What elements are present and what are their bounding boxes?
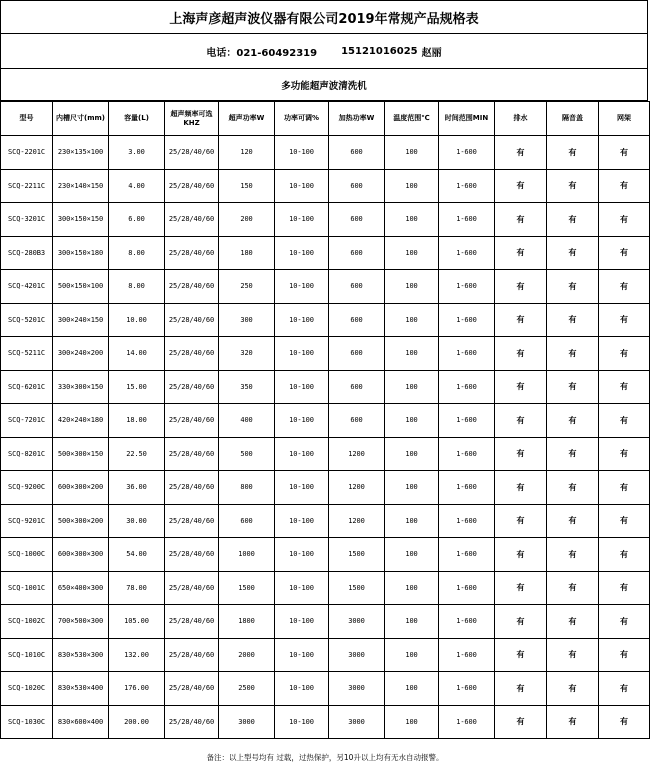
contact-line (0, 34, 648, 69)
cell-model: SCQ-9201C (1, 504, 53, 538)
cell-model: SCQ-1030C (1, 705, 53, 739)
cell-time-range: 1-600 (439, 504, 495, 538)
cell-drain: 有 (495, 571, 547, 605)
cell-sound-cover: 有 (547, 136, 599, 170)
cell-basket: 有 (599, 404, 650, 438)
cell-model: SCQ-9200C (1, 471, 53, 505)
cell-sound-cover: 有 (547, 705, 599, 739)
cell-time-range: 1-600 (439, 538, 495, 572)
cell-frequency: 25/28/40/60 (165, 404, 219, 438)
cell-power-adjust: 10-100 (275, 571, 329, 605)
cell-temperature-range: 100 (385, 136, 439, 170)
cell-time-range: 1-600 (439, 705, 495, 739)
cell-frequency: 25/28/40/60 (165, 504, 219, 538)
cell-frequency: 25/28/40/60 (165, 203, 219, 237)
cell-sound-cover: 有 (547, 605, 599, 639)
cell-temperature-range: 100 (385, 638, 439, 672)
cell-drain: 有 (495, 270, 547, 304)
cell-temperature-range: 100 (385, 605, 439, 639)
cell-tank-size: 300×150×150 (53, 203, 109, 237)
cell-heating-power: 600 (329, 303, 385, 337)
cell-model: SCQ-4201C (1, 270, 53, 304)
cell-drain: 有 (495, 638, 547, 672)
cell-basket: 有 (599, 236, 650, 270)
cell-heating-power: 3000 (329, 705, 385, 739)
cell-capacity: 36.00 (109, 471, 165, 505)
cell-frequency: 25/28/40/60 (165, 471, 219, 505)
cell-power-adjust: 10-100 (275, 638, 329, 672)
cell-time-range: 1-600 (439, 605, 495, 639)
cell-frequency: 25/28/40/60 (165, 538, 219, 572)
cell-capacity: 132.00 (109, 638, 165, 672)
table-row (1, 538, 650, 572)
cell-frequency: 25/28/40/60 (165, 303, 219, 337)
cell-ultrasonic-power: 150 (219, 169, 275, 203)
cell-drain: 有 (495, 672, 547, 706)
cell-sound-cover: 有 (547, 404, 599, 438)
cell-capacity: 176.00 (109, 672, 165, 706)
table-row (1, 136, 650, 170)
cell-heating-power: 1200 (329, 504, 385, 538)
document-title: 上海声彦超声波仪器有限公司2019年常规产品规格表 (0, 0, 648, 34)
phone-number: 021-60492319 (236, 47, 318, 59)
cell-heating-power: 1200 (329, 471, 385, 505)
cell-model: SCQ-2201C (1, 136, 53, 170)
cell-ultrasonic-power: 3000 (219, 705, 275, 739)
cell-temperature-range: 100 (385, 370, 439, 404)
table-row (1, 471, 650, 505)
cell-time-range: 1-600 (439, 203, 495, 237)
column-header-temperature-range: 温度范围℃ (385, 102, 439, 136)
cell-sound-cover: 有 (547, 672, 599, 706)
cell-frequency: 25/28/40/60 (165, 672, 219, 706)
cell-time-range: 1-600 (439, 672, 495, 706)
table-row (1, 404, 650, 438)
cell-model: SCQ-7201C (1, 404, 53, 438)
cell-temperature-range: 100 (385, 471, 439, 505)
cell-capacity: 105.00 (109, 605, 165, 639)
cell-ultrasonic-power: 120 (219, 136, 275, 170)
header-row (1, 102, 650, 136)
cell-ultrasonic-power: 250 (219, 270, 275, 304)
cell-ultrasonic-power: 180 (219, 236, 275, 270)
cell-frequency: 25/28/40/60 (165, 337, 219, 371)
cell-capacity: 3.00 (109, 136, 165, 170)
cell-frequency: 25/28/40/60 (165, 705, 219, 739)
cell-heating-power: 600 (329, 270, 385, 304)
table-body (1, 136, 650, 739)
cell-power-adjust: 10-100 (275, 303, 329, 337)
cell-heating-power: 600 (329, 169, 385, 203)
cell-capacity: 15.00 (109, 370, 165, 404)
cell-tank-size: 500×150×100 (53, 270, 109, 304)
table-row (1, 705, 650, 739)
cell-heating-power: 3000 (329, 605, 385, 639)
cell-sound-cover: 有 (547, 471, 599, 505)
cell-drain: 有 (495, 471, 547, 505)
cell-tank-size: 330×300×150 (53, 370, 109, 404)
cell-heating-power: 1200 (329, 437, 385, 471)
section-title: 多功能超声波清洗机 (0, 69, 648, 101)
cell-capacity: 8.00 (109, 270, 165, 304)
cell-drain: 有 (495, 538, 547, 572)
table-row (1, 236, 650, 270)
cell-time-range: 1-600 (439, 236, 495, 270)
cell-drain: 有 (495, 236, 547, 270)
cell-time-range: 1-600 (439, 638, 495, 672)
cell-tank-size: 300×240×150 (53, 303, 109, 337)
cell-power-adjust: 10-100 (275, 236, 329, 270)
cell-sound-cover: 有 (547, 504, 599, 538)
cell-tank-size: 300×150×180 (53, 236, 109, 270)
cell-heating-power: 3000 (329, 638, 385, 672)
cell-drain: 有 (495, 337, 547, 371)
cell-temperature-range: 100 (385, 404, 439, 438)
cell-power-adjust: 10-100 (275, 672, 329, 706)
cell-capacity: 4.00 (109, 169, 165, 203)
column-header-sound-cover: 隔音盖 (547, 102, 599, 136)
table-row (1, 672, 650, 706)
cell-basket: 有 (599, 303, 650, 337)
cell-capacity: 54.00 (109, 538, 165, 572)
cell-power-adjust: 10-100 (275, 504, 329, 538)
cell-capacity: 200.00 (109, 705, 165, 739)
cell-basket: 有 (599, 471, 650, 505)
cell-capacity: 78.00 (109, 571, 165, 605)
phone-label: 电话： (206, 47, 237, 59)
column-header-frequency: 超声频率可选KHZ (165, 102, 219, 136)
cell-power-adjust: 10-100 (275, 705, 329, 739)
cell-basket: 有 (599, 203, 650, 237)
cell-tank-size: 420×240×180 (53, 404, 109, 438)
cell-basket: 有 (599, 437, 650, 471)
cell-model: SCQ-8201C (1, 437, 53, 471)
table-row (1, 504, 650, 538)
cell-power-adjust: 10-100 (275, 404, 329, 438)
cell-capacity: 22.50 (109, 437, 165, 471)
cell-frequency: 25/28/40/60 (165, 605, 219, 639)
cell-frequency: 25/28/40/60 (165, 236, 219, 270)
cell-model: SCQ-1001C (1, 571, 53, 605)
cell-power-adjust: 10-100 (275, 203, 329, 237)
cell-drain: 有 (495, 203, 547, 237)
mobile-number: 15121016025 (341, 45, 418, 57)
cell-heating-power: 600 (329, 136, 385, 170)
cell-time-range: 1-600 (439, 169, 495, 203)
cell-temperature-range: 100 (385, 672, 439, 706)
cell-sound-cover: 有 (547, 437, 599, 471)
cell-drain: 有 (495, 370, 547, 404)
cell-temperature-range: 100 (385, 270, 439, 304)
column-header-capacity: 容量(L) (109, 102, 165, 136)
cell-ultrasonic-power: 300 (219, 303, 275, 337)
table-row (1, 605, 650, 639)
cell-model: SCQ-1020C (1, 672, 53, 706)
cell-basket: 有 (599, 605, 650, 639)
cell-temperature-range: 100 (385, 538, 439, 572)
cell-frequency: 25/28/40/60 (165, 638, 219, 672)
cell-drain: 有 (495, 504, 547, 538)
cell-basket: 有 (599, 571, 650, 605)
cell-temperature-range: 100 (385, 169, 439, 203)
cell-power-adjust: 10-100 (275, 270, 329, 304)
cell-power-adjust: 10-100 (275, 337, 329, 371)
cell-sound-cover: 有 (547, 203, 599, 237)
cell-tank-size: 600×300×200 (53, 471, 109, 505)
cell-ultrasonic-power: 500 (219, 437, 275, 471)
cell-model: SCQ-1010C (1, 638, 53, 672)
cell-frequency: 25/28/40/60 (165, 270, 219, 304)
cell-heating-power: 600 (329, 370, 385, 404)
cell-heating-power: 600 (329, 404, 385, 438)
cell-time-range: 1-600 (439, 270, 495, 304)
cell-drain: 有 (495, 136, 547, 170)
cell-power-adjust: 10-100 (275, 169, 329, 203)
cell-ultrasonic-power: 1000 (219, 538, 275, 572)
cell-basket: 有 (599, 672, 650, 706)
cell-tank-size: 600×300×300 (53, 538, 109, 572)
cell-drain: 有 (495, 404, 547, 438)
column-header-ultrasonic-power: 超声功率W (219, 102, 275, 136)
cell-basket: 有 (599, 538, 650, 572)
cell-power-adjust: 10-100 (275, 136, 329, 170)
cell-model: SCQ-5211C (1, 337, 53, 371)
cell-model: SCQ-280B3 (1, 236, 53, 270)
cell-basket: 有 (599, 638, 650, 672)
cell-ultrasonic-power: 1800 (219, 605, 275, 639)
cell-sound-cover: 有 (547, 236, 599, 270)
cell-time-range: 1-600 (439, 337, 495, 371)
cell-frequency: 25/28/40/60 (165, 370, 219, 404)
cell-ultrasonic-power: 350 (219, 370, 275, 404)
cell-power-adjust: 10-100 (275, 471, 329, 505)
cell-ultrasonic-power: 800 (219, 471, 275, 505)
cell-ultrasonic-power: 600 (219, 504, 275, 538)
cell-drain: 有 (495, 169, 547, 203)
cell-power-adjust: 10-100 (275, 605, 329, 639)
footnote: 备注：以上型号均有 过载，过热保护，另10升以上均有无水自动报警。 (206, 752, 444, 762)
table-row (1, 370, 650, 404)
cell-ultrasonic-power: 1500 (219, 571, 275, 605)
cell-sound-cover: 有 (547, 571, 599, 605)
cell-tank-size: 300×240×200 (53, 337, 109, 371)
cell-ultrasonic-power: 2500 (219, 672, 275, 706)
cell-time-range: 1-600 (439, 437, 495, 471)
table-row (1, 337, 650, 371)
column-header-tank-size: 内槽尺寸(mm) (53, 102, 109, 136)
column-header-drain: 排水 (495, 102, 547, 136)
spec-table (0, 101, 650, 739)
cell-sound-cover: 有 (547, 303, 599, 337)
cell-temperature-range: 100 (385, 437, 439, 471)
cell-model: SCQ-3201C (1, 203, 53, 237)
cell-sound-cover: 有 (547, 538, 599, 572)
cell-heating-power: 1500 (329, 571, 385, 605)
contact-name: 赵丽 (421, 47, 442, 59)
cell-time-range: 1-600 (439, 136, 495, 170)
cell-ultrasonic-power: 400 (219, 404, 275, 438)
cell-model: SCQ-2211C (1, 169, 53, 203)
cell-time-range: 1-600 (439, 303, 495, 337)
cell-frequency: 25/28/40/60 (165, 571, 219, 605)
column-header-heating-power: 加热功率W (329, 102, 385, 136)
cell-tank-size: 700×500×300 (53, 605, 109, 639)
cell-time-range: 1-600 (439, 370, 495, 404)
cell-capacity: 10.00 (109, 303, 165, 337)
cell-model: SCQ-1002C (1, 605, 53, 639)
cell-temperature-range: 100 (385, 571, 439, 605)
cell-tank-size: 830×600×400 (53, 705, 109, 739)
cell-basket: 有 (599, 169, 650, 203)
cell-time-range: 1-600 (439, 404, 495, 438)
cell-model: SCQ-5201C (1, 303, 53, 337)
cell-sound-cover: 有 (547, 169, 599, 203)
cell-tank-size: 230×135×100 (53, 136, 109, 170)
cell-drain: 有 (495, 605, 547, 639)
cell-sound-cover: 有 (547, 638, 599, 672)
column-header-power-adjust: 功率可调% (275, 102, 329, 136)
cell-heating-power: 600 (329, 337, 385, 371)
cell-capacity: 14.00 (109, 337, 165, 371)
cell-sound-cover: 有 (547, 270, 599, 304)
cell-temperature-range: 100 (385, 303, 439, 337)
cell-power-adjust: 10-100 (275, 538, 329, 572)
cell-temperature-range: 100 (385, 236, 439, 270)
cell-basket: 有 (599, 270, 650, 304)
cell-power-adjust: 10-100 (275, 370, 329, 404)
cell-sound-cover: 有 (547, 370, 599, 404)
cell-temperature-range: 100 (385, 504, 439, 538)
cell-frequency: 25/28/40/60 (165, 437, 219, 471)
cell-temperature-range: 100 (385, 337, 439, 371)
table-row (1, 203, 650, 237)
cell-basket: 有 (599, 337, 650, 371)
cell-capacity: 8.00 (109, 236, 165, 270)
cell-tank-size: 830×530×400 (53, 672, 109, 706)
column-header-time-range: 时间范围MIN (439, 102, 495, 136)
cell-tank-size: 500×300×200 (53, 504, 109, 538)
cell-tank-size: 830×530×300 (53, 638, 109, 672)
cell-drain: 有 (495, 437, 547, 471)
cell-ultrasonic-power: 2000 (219, 638, 275, 672)
cell-frequency: 25/28/40/60 (165, 169, 219, 203)
cell-heating-power: 1500 (329, 538, 385, 572)
table-row (1, 270, 650, 304)
cell-drain: 有 (495, 303, 547, 337)
cell-capacity: 6.00 (109, 203, 165, 237)
cell-heating-power: 3000 (329, 672, 385, 706)
cell-sound-cover: 有 (547, 337, 599, 371)
cell-tank-size: 500×300×150 (53, 437, 109, 471)
cell-time-range: 1-600 (439, 571, 495, 605)
cell-temperature-range: 100 (385, 705, 439, 739)
column-header-basket: 网架 (599, 102, 650, 136)
cell-capacity: 30.00 (109, 504, 165, 538)
cell-basket: 有 (599, 705, 650, 739)
cell-heating-power: 600 (329, 236, 385, 270)
cell-drain: 有 (495, 705, 547, 739)
cell-basket: 有 (599, 504, 650, 538)
table-row (1, 638, 650, 672)
cell-basket: 有 (599, 136, 650, 170)
cell-temperature-range: 100 (385, 203, 439, 237)
table-row (1, 437, 650, 471)
column-header-model: 型号 (1, 102, 53, 136)
cell-model: SCQ-1000C (1, 538, 53, 572)
table-row (1, 303, 650, 337)
cell-ultrasonic-power: 200 (219, 203, 275, 237)
cell-heating-power: 600 (329, 203, 385, 237)
cell-tank-size: 650×400×300 (53, 571, 109, 605)
table-row (1, 571, 650, 605)
cell-model: SCQ-6201C (1, 370, 53, 404)
cell-capacity: 18.00 (109, 404, 165, 438)
cell-basket: 有 (599, 370, 650, 404)
cell-frequency: 25/28/40/60 (165, 136, 219, 170)
table-row (1, 169, 650, 203)
phone-group (206, 44, 317, 59)
cell-time-range: 1-600 (439, 471, 495, 505)
cell-ultrasonic-power: 320 (219, 337, 275, 371)
cell-power-adjust: 10-100 (275, 437, 329, 471)
cell-tank-size: 230×140×150 (53, 169, 109, 203)
